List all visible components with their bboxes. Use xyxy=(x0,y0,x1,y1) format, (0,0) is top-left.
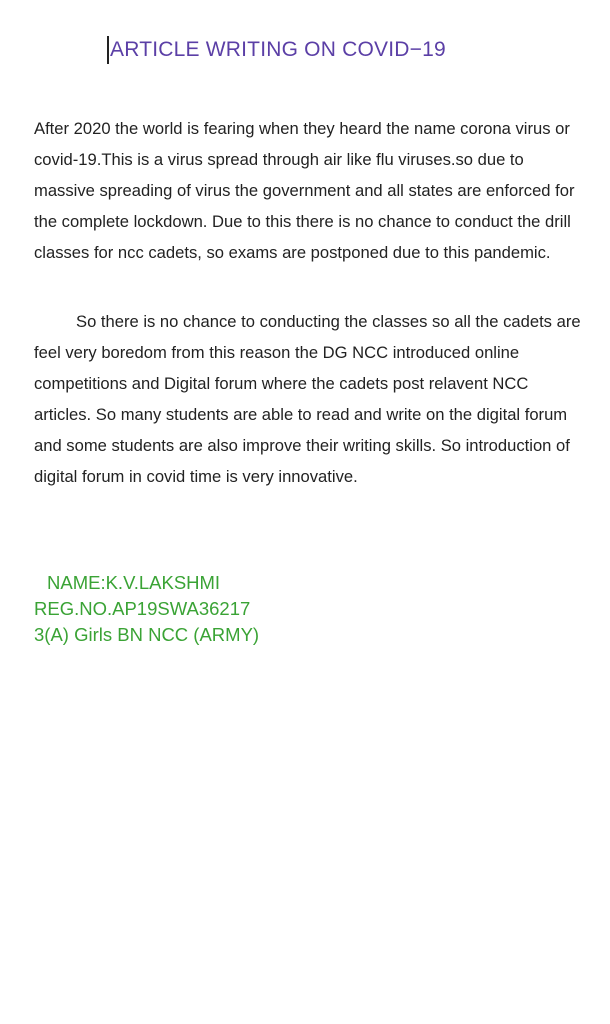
signature-reg-no: REG.NO.AP19SWA36217 xyxy=(34,598,251,619)
signature-name: NAME:K.V.LAKSHMI xyxy=(47,572,221,593)
text-cursor xyxy=(107,36,109,64)
signature-unit: 3(A) Girls BN NCC (ARMY) xyxy=(34,624,260,645)
paragraph-1: After 2020 the world is fearing when they heard the name corona virus or covid-19.This is a virus spread through air like flu viruses.so due to massive spreading of virus the government and all states are enforced for the complete lockdown. Due to this there is no chance to conduct the drill classes for ncc cadets, so exams are postponed due to this pandemic. xyxy=(34,119,575,262)
paragraph-2: So there is no chance to conducting the classes so all the cadets are feel very boredom from this reason the DG NCC introduced online competitions and Digital forum where the cadets post relavent NCC articles. So many students are able to read and write on the digital forum and some students are also improve their writing skills. So introduction of digital forum in covid time is very innovative. xyxy=(34,312,581,486)
article-title: ARTICLE WRITING ON COVID−19 xyxy=(110,38,446,61)
signature-block xyxy=(34,570,259,648)
title-block xyxy=(107,36,446,64)
